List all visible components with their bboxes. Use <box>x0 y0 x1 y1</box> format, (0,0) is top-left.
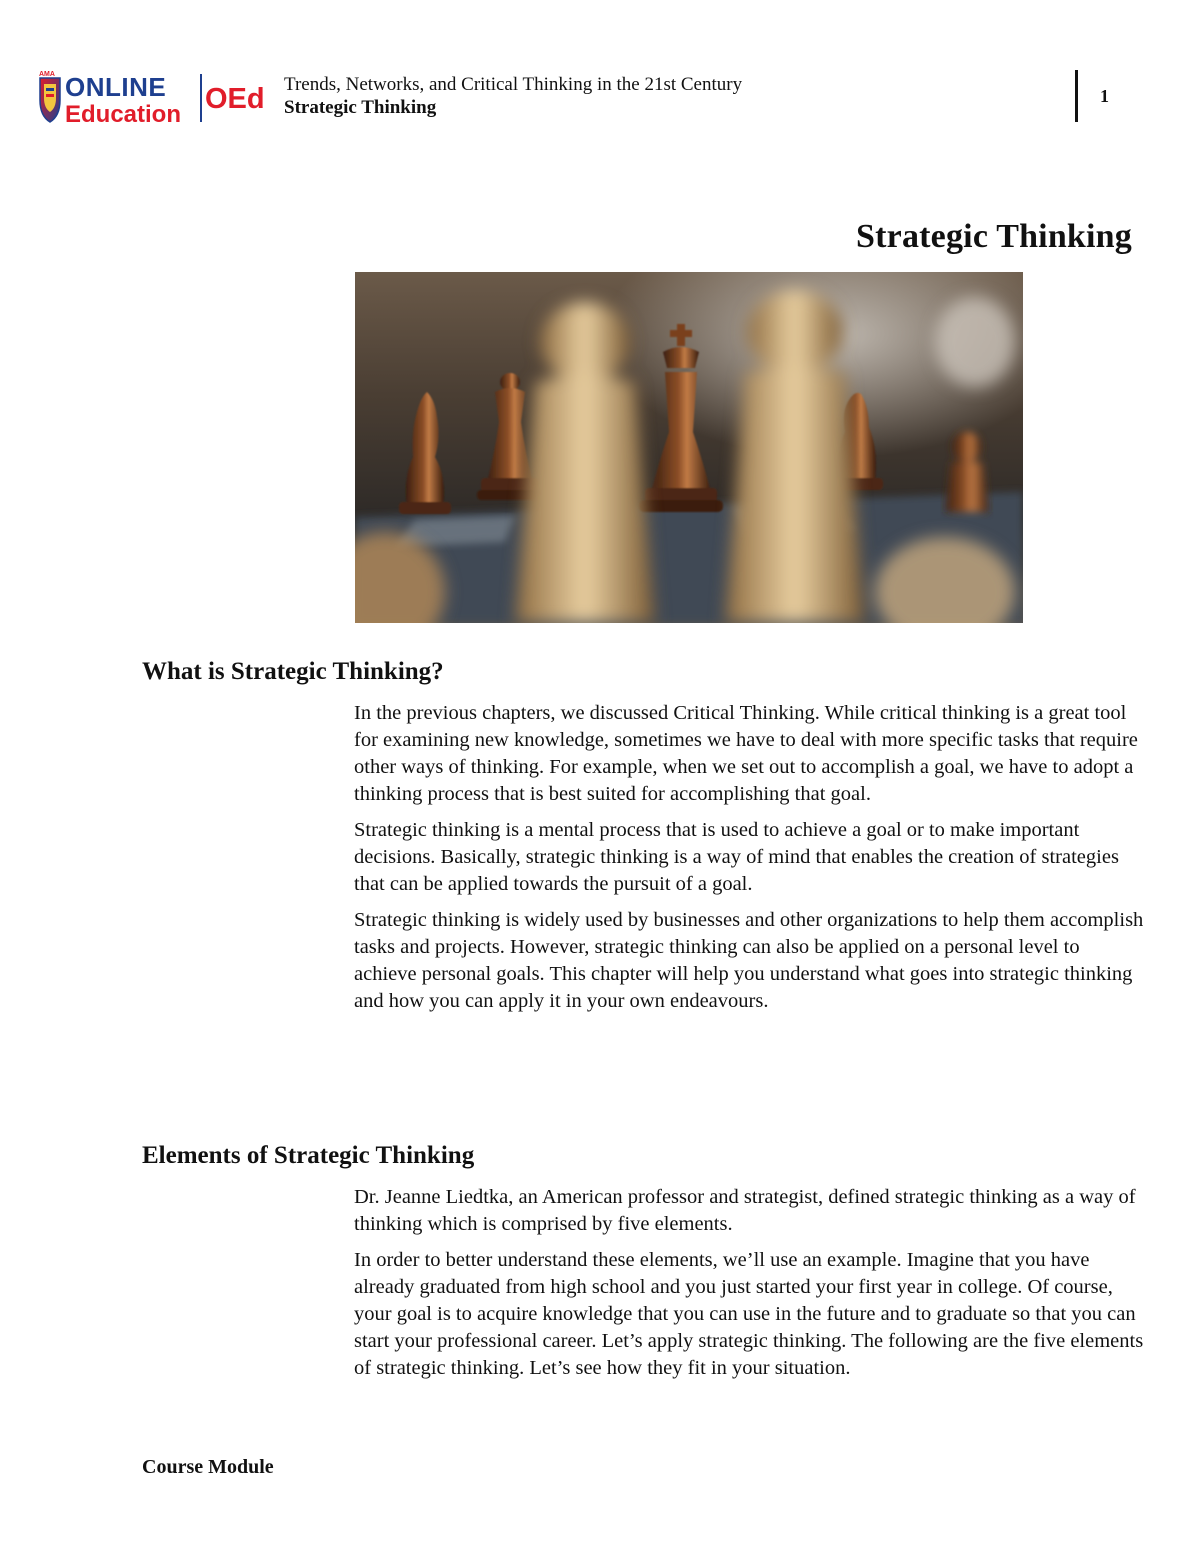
online-education-logo <box>36 70 276 128</box>
svg-text:Education: Education <box>65 101 182 128</box>
paragraph: Strategic thinking is widely used by businesses and other organizations to help them accomplish tasks and projects. However, strategic thinking can also be applied on a personal level to achieve personal goals. This chapter will help you understand what goes into strategic thinking and how you can apply it in your own endeavours. <box>354 909 1144 1012</box>
section-heading-elements: Elements of Strategic Thinking <box>142 1142 475 1169</box>
section-heading-what-is: What is Strategic Thinking? <box>142 658 444 685</box>
paragraph: Dr. Jeanne Liedtka, an American professor and strategist, defined strategic thinking as a way of thinking which is comprised by five elements. <box>354 1186 1136 1235</box>
header-divider <box>1075 70 1078 122</box>
footer-label: Course Module <box>142 1456 274 1478</box>
module-title: Strategic Thinking <box>284 97 437 118</box>
svg-text:ONLINE: ONLINE <box>65 72 167 102</box>
paragraph: In the previous chapters, we discussed Critical Thinking. While critical thinking is a great tool for examining new knowledge, sometimes we have to deal with more specific tasks that require other ways of thinking. For example, when we set out to accomplish a goal, we have to adopt a thinking process that is best suited for accomplishing that goal. <box>354 702 1138 805</box>
section-body-what-is <box>354 700 1144 1024</box>
running-header <box>284 73 742 119</box>
page-number: 1 <box>1100 86 1109 106</box>
paragraph: In order to better understand these elements, we’ll use an example. Imagine that you have already graduated from high school and you just started your first year in college. Of course, your goal is to acquire knowledge that you can use in the future and to graduate so that you can start your professional career. Let’s apply strategic thinking. The following are the five elements of strategic thinking. Let’s see how they fit in your situation. <box>354 1249 1144 1379</box>
seal-text: AMA <box>39 71 55 78</box>
course-title: Trends, Networks, and Critical Thinking in the 21st Century <box>284 74 743 95</box>
svg-text:OEd: OEd <box>205 83 265 115</box>
chess-pieces-photo <box>355 272 1023 623</box>
page-title: Strategic Thinking <box>856 218 1132 255</box>
section-body-elements <box>354 1184 1144 1391</box>
paragraph: Strategic thinking is a mental process that is used to achieve a goal or to make important decisions. Basically, strategic thinking is a way of mind that enables the creation of strategies that can be applied towards the pursuit of a goal. <box>354 819 1119 895</box>
